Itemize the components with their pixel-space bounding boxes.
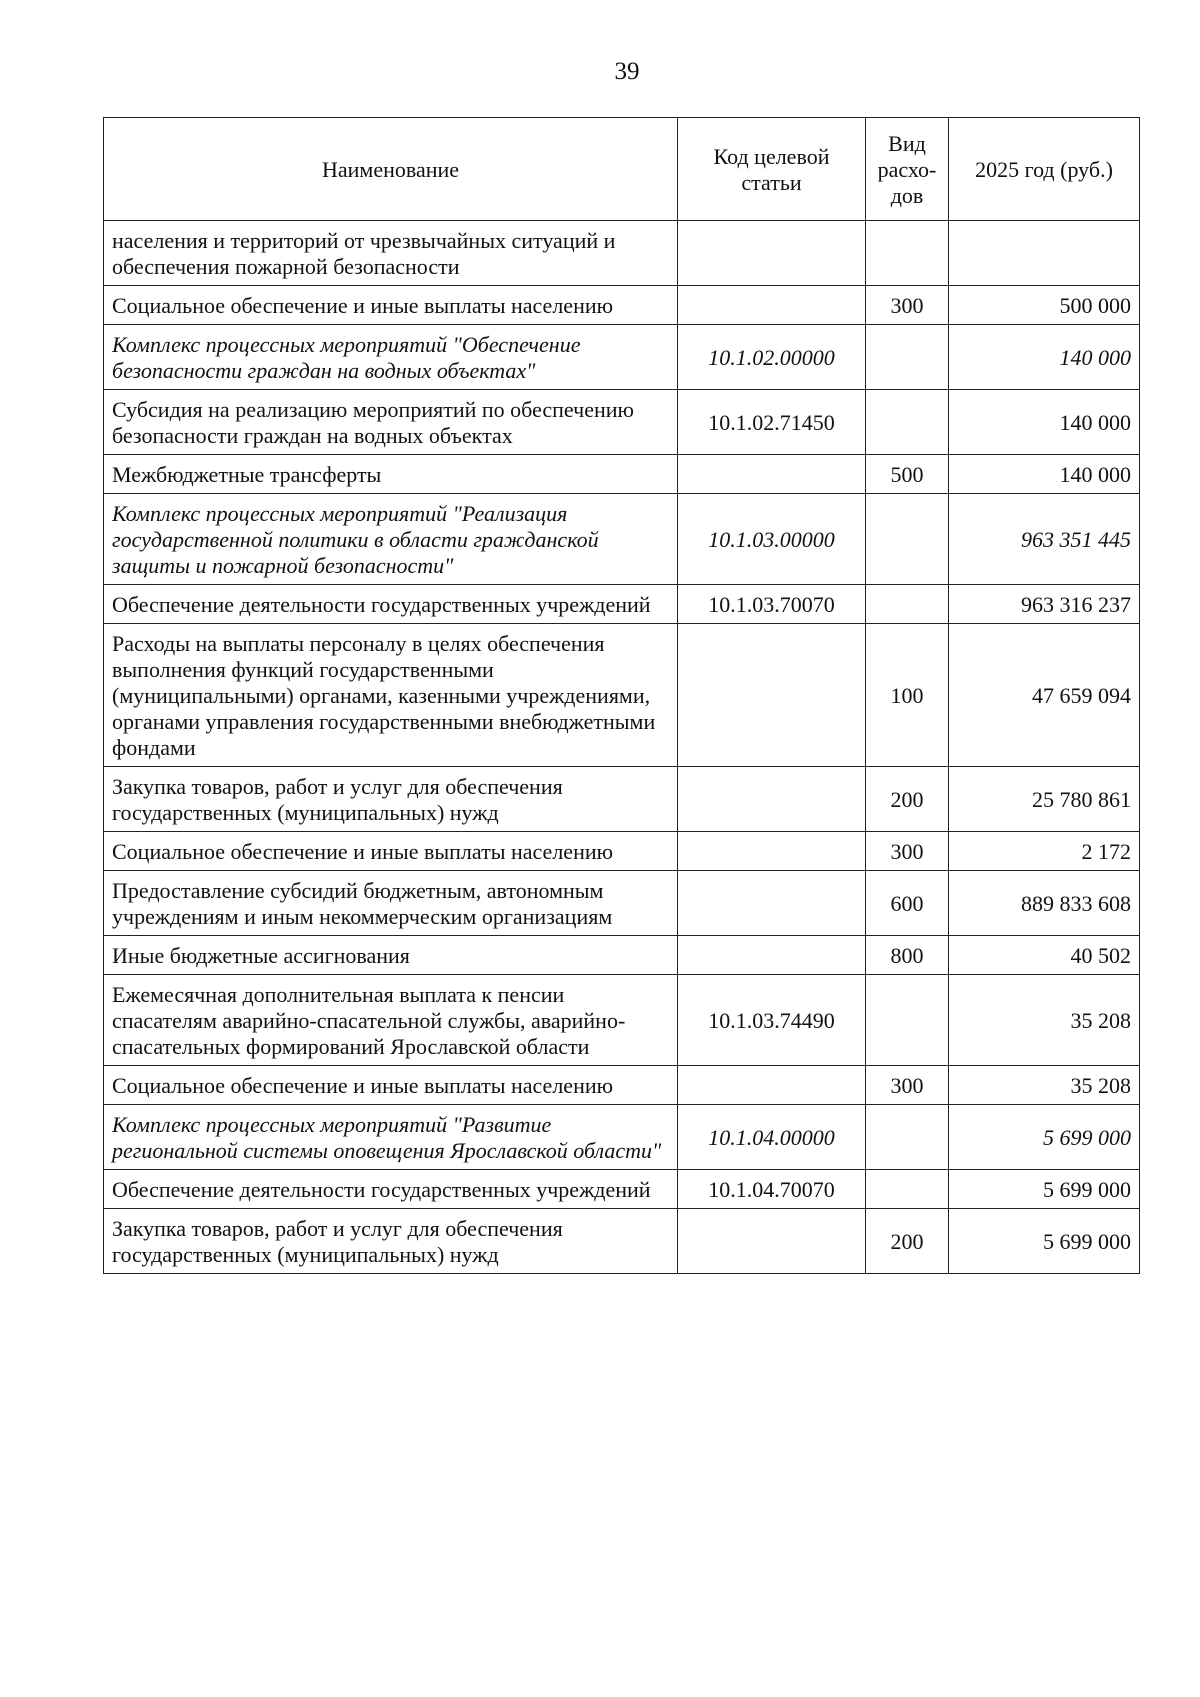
row-kind: 200 [866,1209,949,1274]
table-row [104,455,1140,494]
table-row [104,936,1140,975]
row-kind: 300 [866,832,949,871]
row-name: Социальное обеспечение и иные выплаты населению [104,1066,678,1105]
row-amount: 963 351 445 [949,494,1140,585]
table-row [104,871,1140,936]
row-kind [866,585,949,624]
row-amount [949,221,1140,286]
row-amount: 140 000 [949,390,1140,455]
row-kind [866,975,949,1066]
row-name: населения и территорий от чрезвычайных ситуаций и обеспечения пожарной безопасности [104,221,678,286]
header-amount: 2025 год (руб.) [949,118,1140,221]
table-row [104,286,1140,325]
row-code: 10.1.02.00000 [678,325,866,390]
row-name: Субсидия на реализацию мероприятий по обеспечению безопасности граждан на водных объектах [104,390,678,455]
row-amount: 35 208 [949,975,1140,1066]
row-code [678,871,866,936]
row-kind: 800 [866,936,949,975]
row-amount: 40 502 [949,936,1140,975]
row-code [678,455,866,494]
row-code [678,767,866,832]
row-amount: 500 000 [949,286,1140,325]
row-code: 10.1.03.74490 [678,975,866,1066]
row-amount: 25 780 861 [949,767,1140,832]
row-name: Комплекс процессных мероприятий "Развитие региональной системы оповещения Ярославской области" [104,1105,678,1170]
row-code: 10.1.03.70070 [678,585,866,624]
row-kind: 500 [866,455,949,494]
row-code [678,936,866,975]
header-name: Наименование [104,118,678,221]
table-header-row [104,118,1140,221]
row-name: Предоставление субсидий бюджетным, автономным учреждениям и иным некоммерческим организациям [104,871,678,936]
row-kind [866,494,949,585]
row-name: Закупка товаров, работ и услуг для обеспечения государственных (муниципальных) нужд [104,767,678,832]
row-kind: 200 [866,767,949,832]
row-code [678,832,866,871]
table-row [104,832,1140,871]
row-name: Расходы на выплаты персоналу в целях обеспечения выполнения функций государственными (муниципальными) органами, казенными учреждениями, органами управления государственными внебюджетными фондами [104,624,678,767]
row-kind: 300 [866,1066,949,1105]
row-kind [866,1170,949,1209]
row-code: 10.1.02.71450 [678,390,866,455]
budget-table [103,117,1140,1274]
row-name: Обеспечение деятельности государственных учреждений [104,585,678,624]
table-row [104,221,1140,286]
row-kind [866,1105,949,1170]
table-row [104,624,1140,767]
row-kind [866,390,949,455]
row-kind: 100 [866,624,949,767]
row-name: Ежемесячная дополнительная выплата к пенсии спасателям аварийно-спасательной службы, аварийно-спасательных формирований Ярославской области [104,975,678,1066]
row-amount: 889 833 608 [949,871,1140,936]
row-name: Социальное обеспечение и иные выплаты населению [104,286,678,325]
row-code: 10.1.04.00000 [678,1105,866,1170]
table-row [104,585,1140,624]
row-code [678,1066,866,1105]
row-name: Межбюджетные трансферты [104,455,678,494]
table-row [104,975,1140,1066]
table-row [104,1105,1140,1170]
row-code [678,286,866,325]
row-amount: 140 000 [949,325,1140,390]
table-row [104,390,1140,455]
row-name: Социальное обеспечение и иные выплаты населению [104,832,678,871]
header-kind: Вид расхо-дов [866,118,949,221]
row-name: Иные бюджетные ассигнования [104,936,678,975]
row-amount: 963 316 237 [949,585,1140,624]
table-body [104,221,1140,1274]
row-kind [866,221,949,286]
row-amount: 140 000 [949,455,1140,494]
row-name: Комплекс процессных мероприятий "Обеспечение безопасности граждан на водных объектах" [104,325,678,390]
row-amount: 5 699 000 [949,1209,1140,1274]
table-row [104,1066,1140,1105]
row-code: 10.1.03.00000 [678,494,866,585]
row-code: 10.1.04.70070 [678,1170,866,1209]
row-kind: 600 [866,871,949,936]
row-name: Закупка товаров, работ и услуг для обеспечения государственных (муниципальных) нужд [104,1209,678,1274]
table-row [104,1209,1140,1274]
table-row [104,325,1140,390]
row-kind: 300 [866,286,949,325]
table-row [104,767,1140,832]
row-code [678,1209,866,1274]
row-amount: 5 699 000 [949,1105,1140,1170]
row-kind [866,325,949,390]
row-name: Обеспечение деятельности государственных учреждений [104,1170,678,1209]
row-amount: 5 699 000 [949,1170,1140,1209]
row-amount: 47 659 094 [949,624,1140,767]
row-amount: 2 172 [949,832,1140,871]
row-code [678,624,866,767]
row-amount: 35 208 [949,1066,1140,1105]
header-code: Код целевой статьи [678,118,866,221]
page-number: 39 [614,58,640,85]
row-name: Комплекс процессных мероприятий "Реализация государственной политики в области гражданской защиты и пожарной безопасности" [104,494,678,585]
table-row [104,1170,1140,1209]
row-code [678,221,866,286]
table-row [104,494,1140,585]
